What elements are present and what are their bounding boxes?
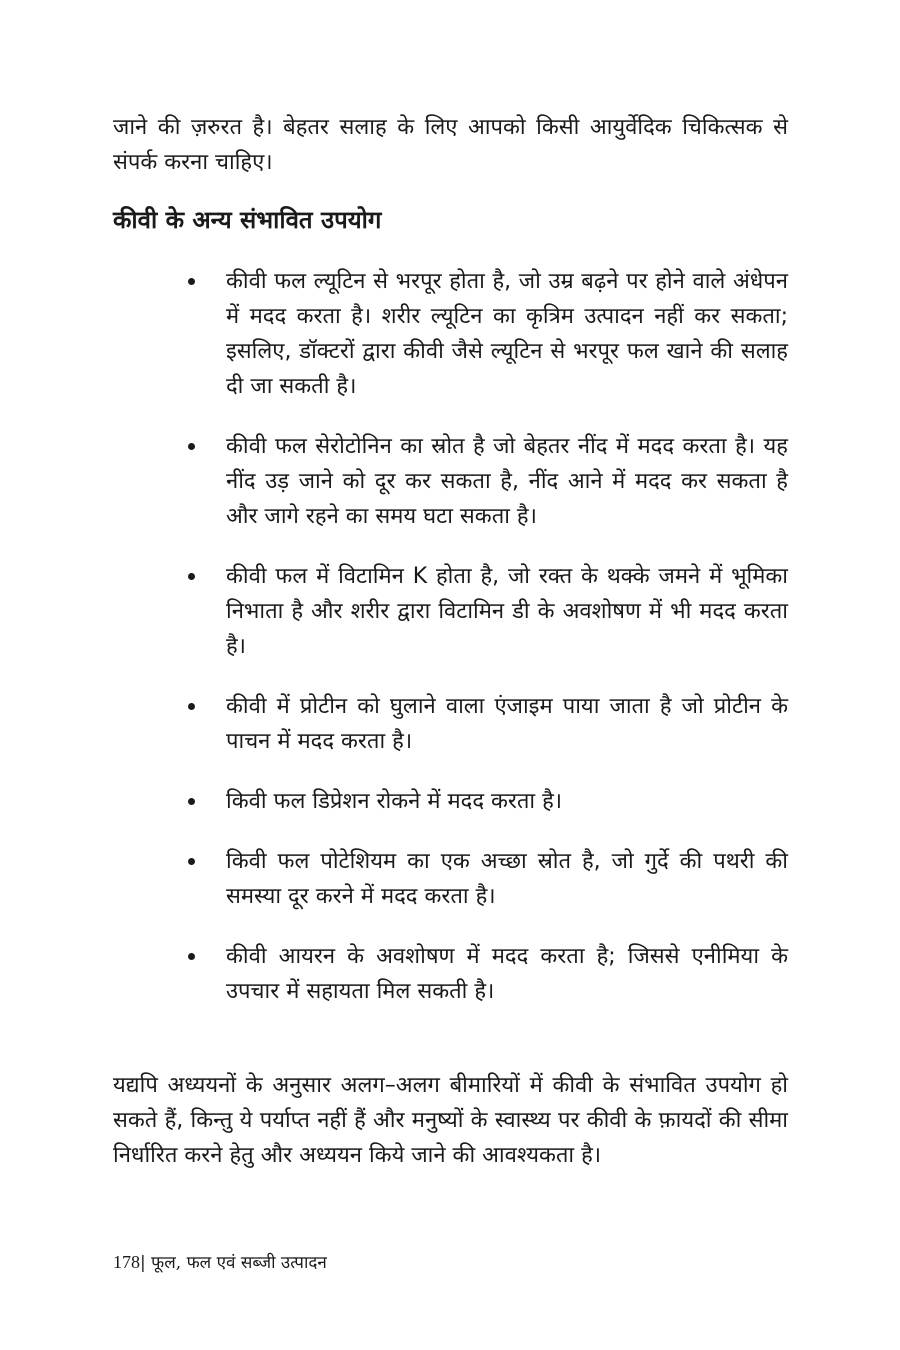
list-item (185, 844, 788, 914)
intro-paragraph: जाने की ज़रुरत है। बेहतर सलाह के लिए आपको किसी आयुर्वेदिक चिकित्सक से संपर्क करना चाहिए। (113, 115, 788, 175)
bullet-text: किवी फल डिप्रेशन रोकने में मदद करता है। (226, 789, 563, 814)
list-item (185, 689, 788, 759)
bullet-icon (188, 278, 195, 285)
book-title: फूल, फल एवं सब्जी उत्पादन (145, 1253, 327, 1273)
bullet-icon (188, 798, 195, 805)
bullet-icon (188, 573, 195, 580)
bullet-text: कीवी आयरन के अवशोषण में मदद करता है; जिससे एनीमिया के उपचार में सहायता मिल सकती है। (226, 944, 788, 1004)
bullet-icon (188, 953, 195, 960)
bullet-text: कीवी फल सेरोटोनिन का स्रोत है जो बेहतर नींद में मदद करता है। यह नींद उड़ जाने को दूर कर सकता है, नींद आने में मदद कर सकता है और जागे रहने का समय घटा सकता है। (226, 434, 788, 529)
closing-paragraph: यद्यपि अध्ययनों के अनुसार अलग–अलग बीमारियों में कीवी के संभावित उपयोग हो सकते हैं, किन्तु ये पर्याप्त नहीं हैं और मनुष्यों के स्वास्थ्य पर कीवी के फ़ायदों की सीमा निर्धारित करने हेतु और अध्ययन किये जाने की आवश्यकता है। (113, 1073, 788, 1168)
bullet-icon (188, 703, 195, 710)
bullet-icon (188, 443, 195, 450)
list-item (185, 939, 788, 1009)
bullet-text: कीवी में प्रोटीन को घुलाने वाला एंजाइम पाया जाता है जो प्रोटीन के पाचन में मदद करता है। (226, 694, 788, 754)
list-item (185, 429, 788, 534)
list-item (185, 559, 788, 664)
list-item (185, 264, 788, 404)
bullet-icon (188, 858, 195, 865)
page-number: 178 (113, 1252, 140, 1272)
bullet-text: कीवी फल ल्यूटिन से भरपूर होता है, जो उम्र बढ़ने पर होने वाले अंधेपन में मदद करता है। शरीर ल्यूटिन का कृत्रिम उत्पादन नहीं कर सकता; इसलिए, डॉक्टरों द्वारा कीवी जैसे ल्यूटिन से भरपूर फल खाने की सलाह दी जा सकती है। (226, 269, 788, 399)
list-item (185, 784, 788, 819)
footer-separator: | (140, 1253, 146, 1273)
bullet-text: किवी फल पोटेशियम का एक अच्छा स्रोत है, जो गुर्दे की पथरी की समस्या दूर करने में मदद करता है। (226, 849, 788, 909)
section-heading: कीवी के अन्य संभावित उपयोग (113, 206, 382, 234)
uses-bullet-list (185, 264, 788, 1034)
bullet-text: कीवी फल में विटामिन K होता है, जो रक्त के थक्के जमने में भूमिका निभाता है और शरीर द्वारा विटामिन डी के अवशोषण में भी मदद करता है। (226, 564, 788, 659)
page-footer (113, 1250, 327, 1275)
